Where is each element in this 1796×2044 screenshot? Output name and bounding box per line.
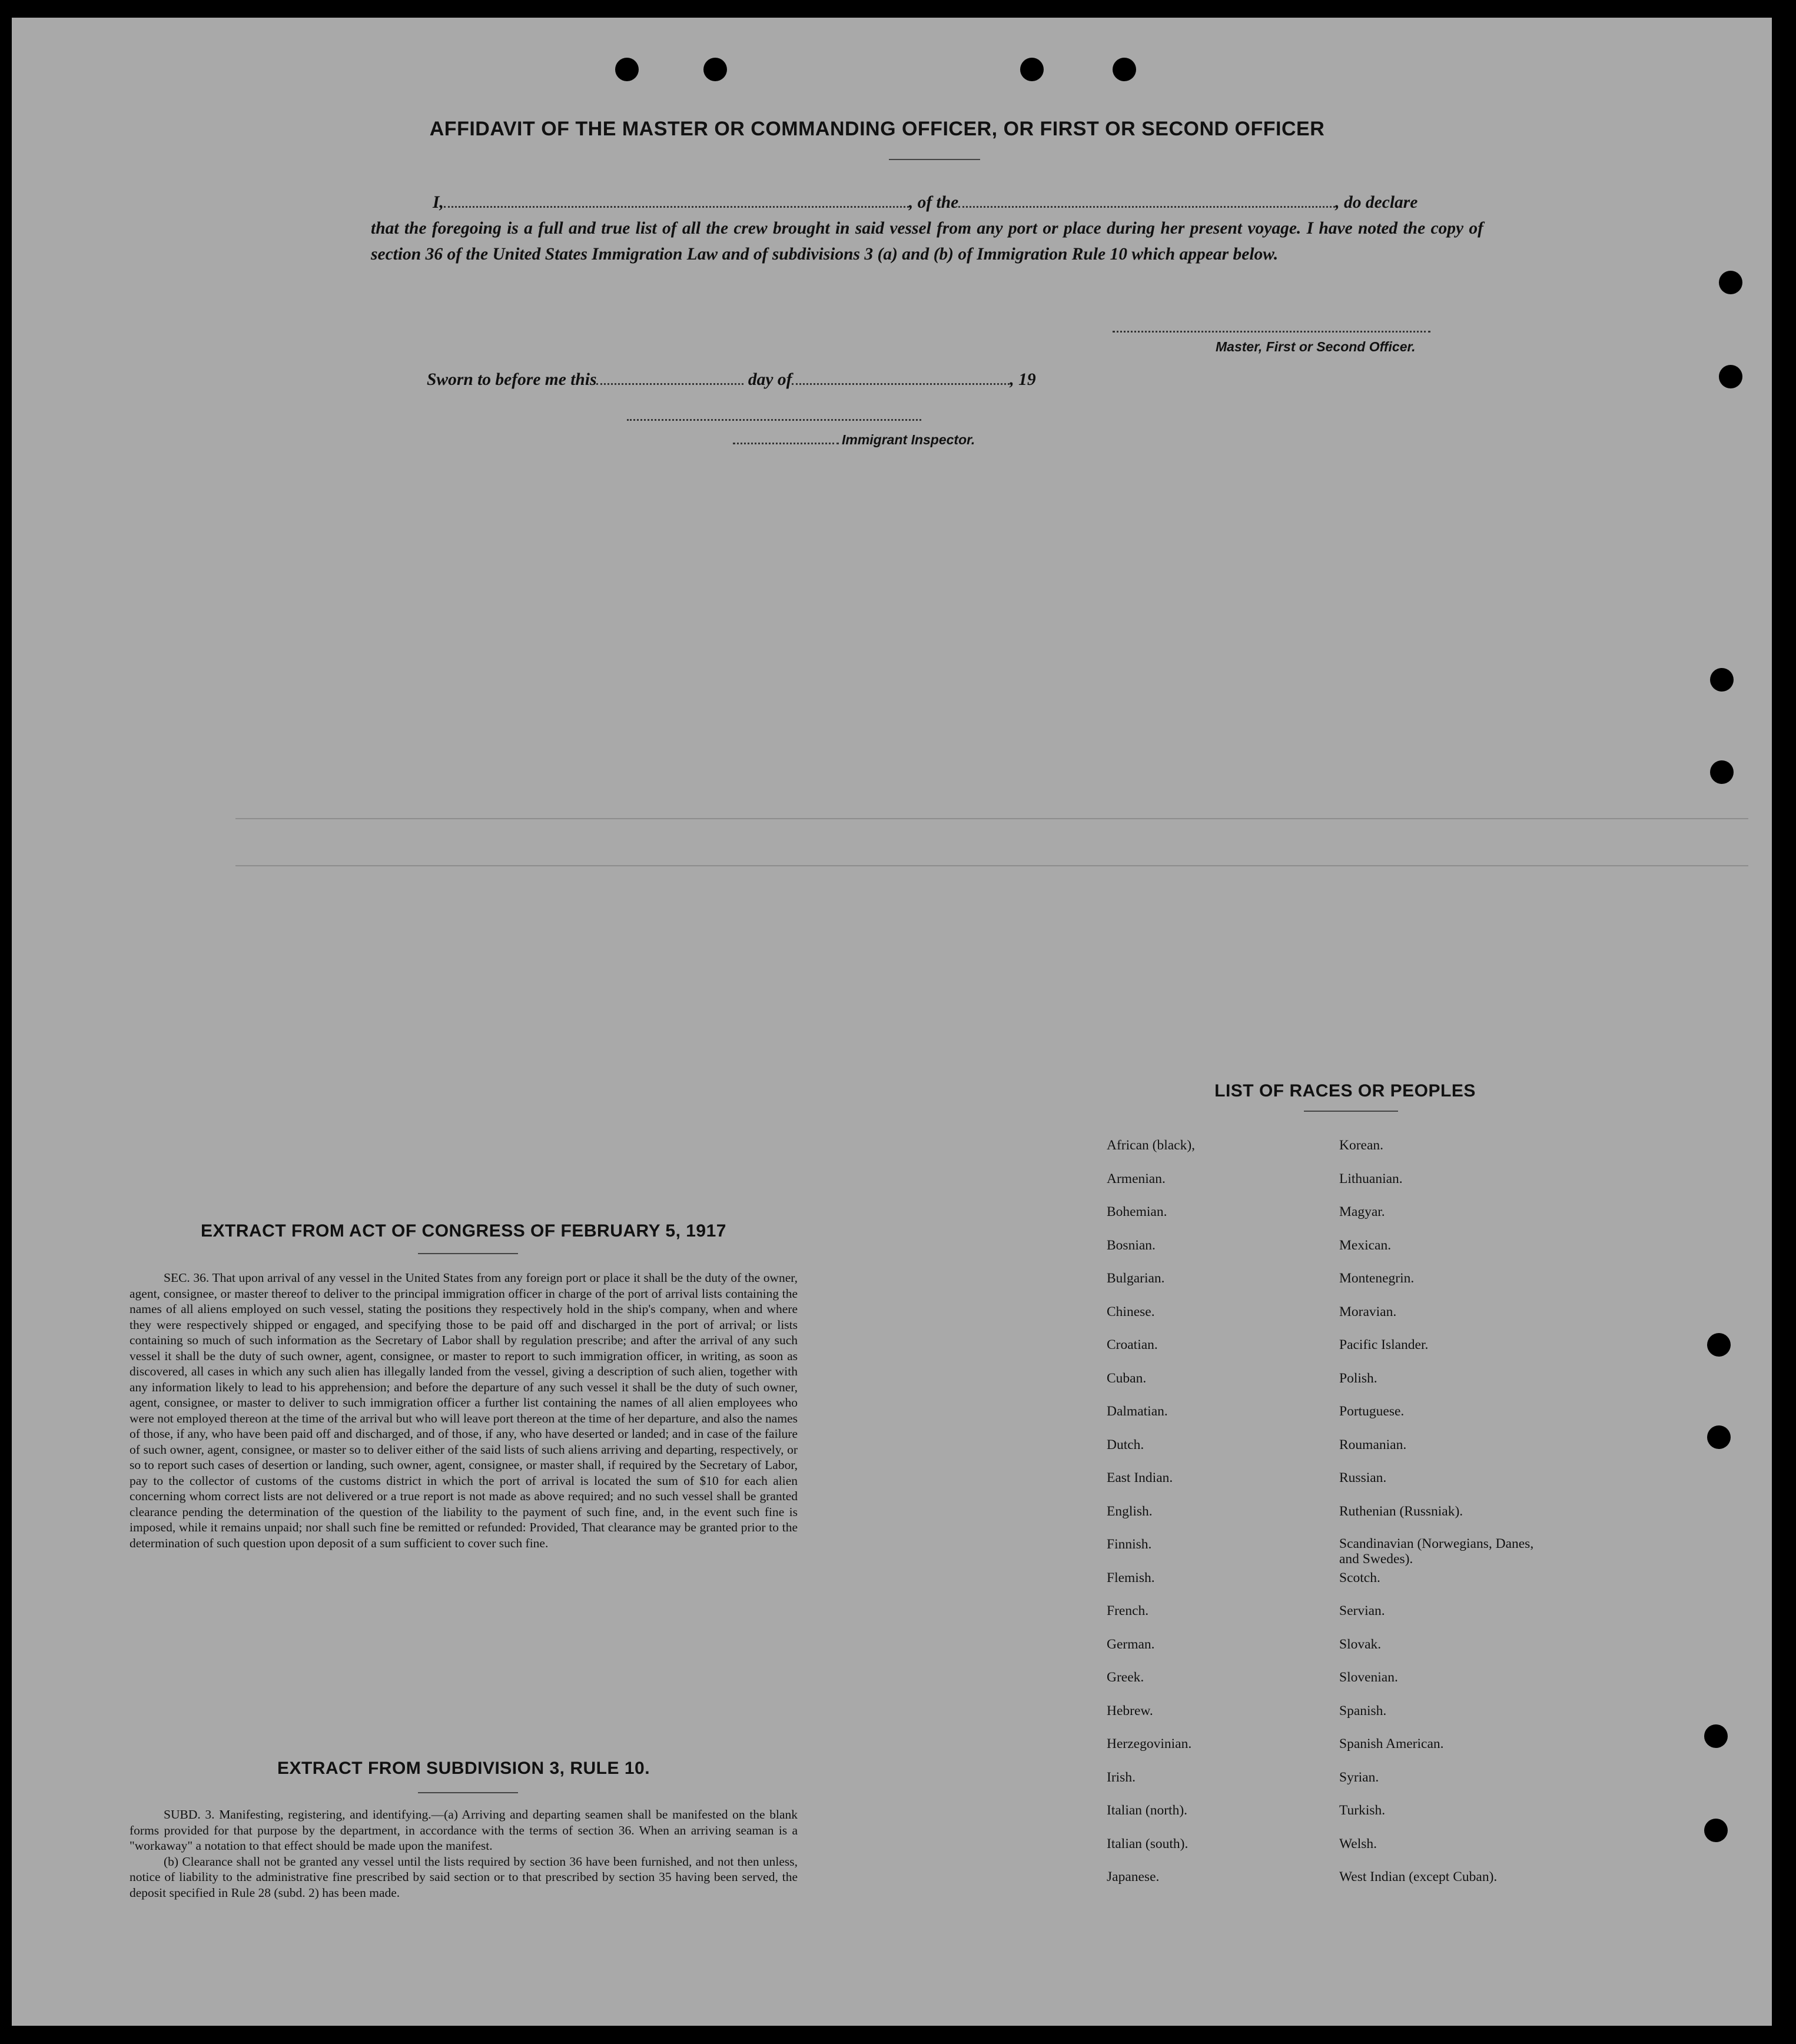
- race-item: Italian (south).: [1107, 1836, 1189, 1852]
- punch-hole: [1719, 271, 1742, 294]
- race-item: Herzegovinian.: [1107, 1736, 1192, 1751]
- race-item: Montenegrin.: [1339, 1271, 1415, 1286]
- fold-line: [235, 865, 1748, 866]
- document-page: [12, 18, 1772, 2026]
- race-item: Polish.: [1339, 1370, 1377, 1386]
- punch-hole: [1710, 760, 1734, 784]
- section-rule: [418, 1253, 518, 1254]
- punch-hole: [615, 58, 639, 81]
- race-item: Turkish.: [1339, 1803, 1386, 1818]
- punch-hole: [1020, 58, 1044, 81]
- race-item: Bosnian.: [1107, 1237, 1156, 1253]
- affidavit-declare-label: , do declare: [1335, 193, 1418, 212]
- race-item: Scotch.: [1339, 1570, 1380, 1586]
- extract-rule-text: [130, 1807, 798, 1900]
- affidavit-body: [371, 190, 1483, 267]
- race-item: Armenian.: [1107, 1171, 1166, 1186]
- race-item: Portuguese.: [1339, 1404, 1405, 1419]
- punch-hole: [1707, 1333, 1731, 1357]
- race-item: Russian.: [1339, 1470, 1387, 1485]
- race-item: Servian.: [1339, 1603, 1385, 1618]
- extract-rule-title: EXTRACT FROM SUBDIVISION 3, RULE 10.: [277, 1759, 650, 1778]
- race-item: Croatian.: [1107, 1337, 1158, 1352]
- fold-line: [235, 818, 1748, 819]
- race-item: Chinese.: [1107, 1304, 1155, 1320]
- sworn-day-field[interactable]: [596, 368, 743, 385]
- sworn-label: Sworn to before me this: [427, 370, 597, 389]
- race-item: Magyar.: [1339, 1204, 1385, 1219]
- extract-act-title: EXTRACT FROM ACT OF CONGRESS OF FEBRUARY 5, 1917: [201, 1221, 726, 1241]
- punch-hole: [1707, 1425, 1731, 1449]
- race-item: West Indian (except Cuban).: [1339, 1869, 1498, 1885]
- race-item: Bulgarian.: [1107, 1271, 1165, 1286]
- race-item: Spanish.: [1339, 1703, 1387, 1719]
- affidavit-title: AFFIDAVIT OF THE MASTER OR COMMANDING OFFICER, OR FIRST OR SECOND OFFICER: [429, 118, 1325, 140]
- affidavit-i-label: I,: [433, 193, 444, 212]
- punch-hole: [1710, 668, 1734, 692]
- master-signature-field[interactable]: [1113, 330, 1430, 333]
- year-label: , 19: [1010, 370, 1036, 389]
- race-item: Dalmatian.: [1107, 1404, 1168, 1419]
- race-item: East Indian.: [1107, 1470, 1173, 1485]
- race-item: Slovenian.: [1339, 1670, 1398, 1685]
- race-item: German.: [1107, 1636, 1155, 1652]
- race-item: French.: [1107, 1603, 1149, 1618]
- day-of-label: day of: [748, 370, 792, 389]
- punch-hole: [1719, 365, 1742, 388]
- race-item: Slovak.: [1339, 1636, 1382, 1652]
- race-item: Greek.: [1107, 1670, 1144, 1685]
- race-item: Roumanian.: [1339, 1437, 1407, 1453]
- race-item: Pacific Islander.: [1339, 1337, 1429, 1352]
- inspector-signature-field[interactable]: [627, 418, 921, 421]
- punch-hole: [703, 58, 727, 81]
- inspector-label: Immigrant Inspector.: [842, 432, 975, 447]
- race-item: African (black),: [1107, 1138, 1196, 1153]
- race-item: Mexican.: [1339, 1237, 1392, 1253]
- races-left-column: [1107, 1137, 1301, 1902]
- race-item: Italian (north).: [1107, 1803, 1188, 1818]
- sworn-month-field[interactable]: [792, 368, 1010, 385]
- races-title: LIST OF RACES OR PEOPLES: [1214, 1081, 1476, 1101]
- race-item: Cuban.: [1107, 1370, 1147, 1386]
- extract-act-text: [130, 1270, 798, 1551]
- race-item: Bohemian.: [1107, 1204, 1167, 1219]
- race-item: Syrian.: [1339, 1769, 1379, 1785]
- subd-3a-text: SUBD. 3. Manifesting, registering, and identifying.—(a) Arriving and departing seamen shall be manifested on the blank forms provided for that purpose by the department, in accordance with the terms of section 36. When an arriving seaman is a "workaway" a notation to that effect should be made upon the manifest.: [130, 1807, 798, 1853]
- race-item: English.: [1107, 1503, 1153, 1519]
- race-item: Scandinavian (Norwegians, Danes, and Swedes).: [1339, 1536, 1534, 1567]
- affidavit-text: that the foregoing is a full and true list of all the crew brought in said vessel from any port or place during her present voyage. I have noted the copy of section 36 of the United States Immigration Law and of subdivisions 3 (a) and (b) of Immigration Rule 10 which appear below.: [371, 219, 1483, 264]
- punch-hole: [1704, 1819, 1728, 1842]
- race-item: Irish.: [1107, 1769, 1136, 1785]
- subd-3b-text: (b) Clearance shall not be granted any vessel until the lists required by section 36 have been furnished, and not then unless, notice of liability to the administrative fine prescribed by said section or to that prescribed by section 35 having been served, the deposit specified in Rule 28 (subd. 2) has been made.: [130, 1854, 798, 1900]
- race-item: Japanese.: [1107, 1869, 1160, 1885]
- section-rule: [1304, 1111, 1398, 1112]
- race-item: Flemish.: [1107, 1570, 1155, 1586]
- title-rule: [889, 159, 980, 160]
- race-item: Moravian.: [1339, 1304, 1397, 1320]
- races-right-column: [1339, 1137, 1557, 1902]
- vessel-field[interactable]: [958, 191, 1335, 208]
- master-signature-label: Master, First or Second Officer.: [1216, 339, 1416, 354]
- race-item: Ruthenian (Russniak).: [1339, 1503, 1463, 1519]
- race-item: Spanish American.: [1339, 1736, 1444, 1751]
- race-item: Lithuanian.: [1339, 1171, 1403, 1186]
- section-36-text: SEC. 36. That upon arrival of any vessel in the United States from any foreign port or place it shall be the duty of the owner, agent, consignee, or master thereof to deliver to the principal immigration officer in charge of the port of arrival lists containing the names of all aliens employed on such vessel, stating the positions they respectively hold in the ship's company, when and where they were respectively shipped or engaged, and specifying those to be paid off and discharged in the port of arrival; or lists containing so much of such information as the Secretary of Labor shall by regulation prescribe; and after the arrival of any such vessel it shall be the duty of such owner, agent, consignee, or master to report to such immigration officer, in writing, as soon as discovered, all cases in which any such alien has illegally landed from the vessel, giving a description of such alien, together with any information likely to lead to his apprehension; and before the departure of any such vessel it shall be the duty of such owner, agent, consignee, or master to deliver to such immigration officer a further list containing the names of all alien employees who were not employed thereon at the time of the arrival but who will leave port thereon at the time of her departure, and also the names of those, if any, who have been paid off and discharged, and of those, if any, who have deserted or landed; and in case of the failure of such owner, agent, consignee, or master so to deliver either of the said lists of such aliens arriving and departing, respectively, or so to report such cases of desertion or landing, such owner, agent, consignee, or master shall, if required by the Secretary of Labor, pay to the collector of customs of the customs district in which the port of arrival is located the sum of $10 for each alien concerning whom correct lists are not delivered or a true report is not made as above required; and no such vessel shall be granted clearance pending the determination of the question of the liability to the payment of such fine, and, in the event such fine is imposed, while it remains unpaid; nor shall such fine be remitted or refunded: Provided, That clearance may be granted prior to the determination of such question upon deposit of a sum sufficient to cover such fine.: [130, 1271, 798, 1550]
- name-field[interactable]: [444, 191, 909, 208]
- affidavit-of-the-label: , of the: [908, 193, 959, 212]
- race-item: Dutch.: [1107, 1437, 1144, 1453]
- race-item: Korean.: [1339, 1138, 1384, 1153]
- inspector-dots: [733, 441, 839, 444]
- punch-hole: [1704, 1724, 1728, 1748]
- sworn-line: [427, 368, 1192, 390]
- race-item: Hebrew.: [1107, 1703, 1153, 1719]
- section-rule: [418, 1792, 518, 1793]
- race-item: Welsh.: [1339, 1836, 1377, 1852]
- punch-hole: [1113, 58, 1136, 81]
- race-item: Finnish.: [1107, 1537, 1152, 1552]
